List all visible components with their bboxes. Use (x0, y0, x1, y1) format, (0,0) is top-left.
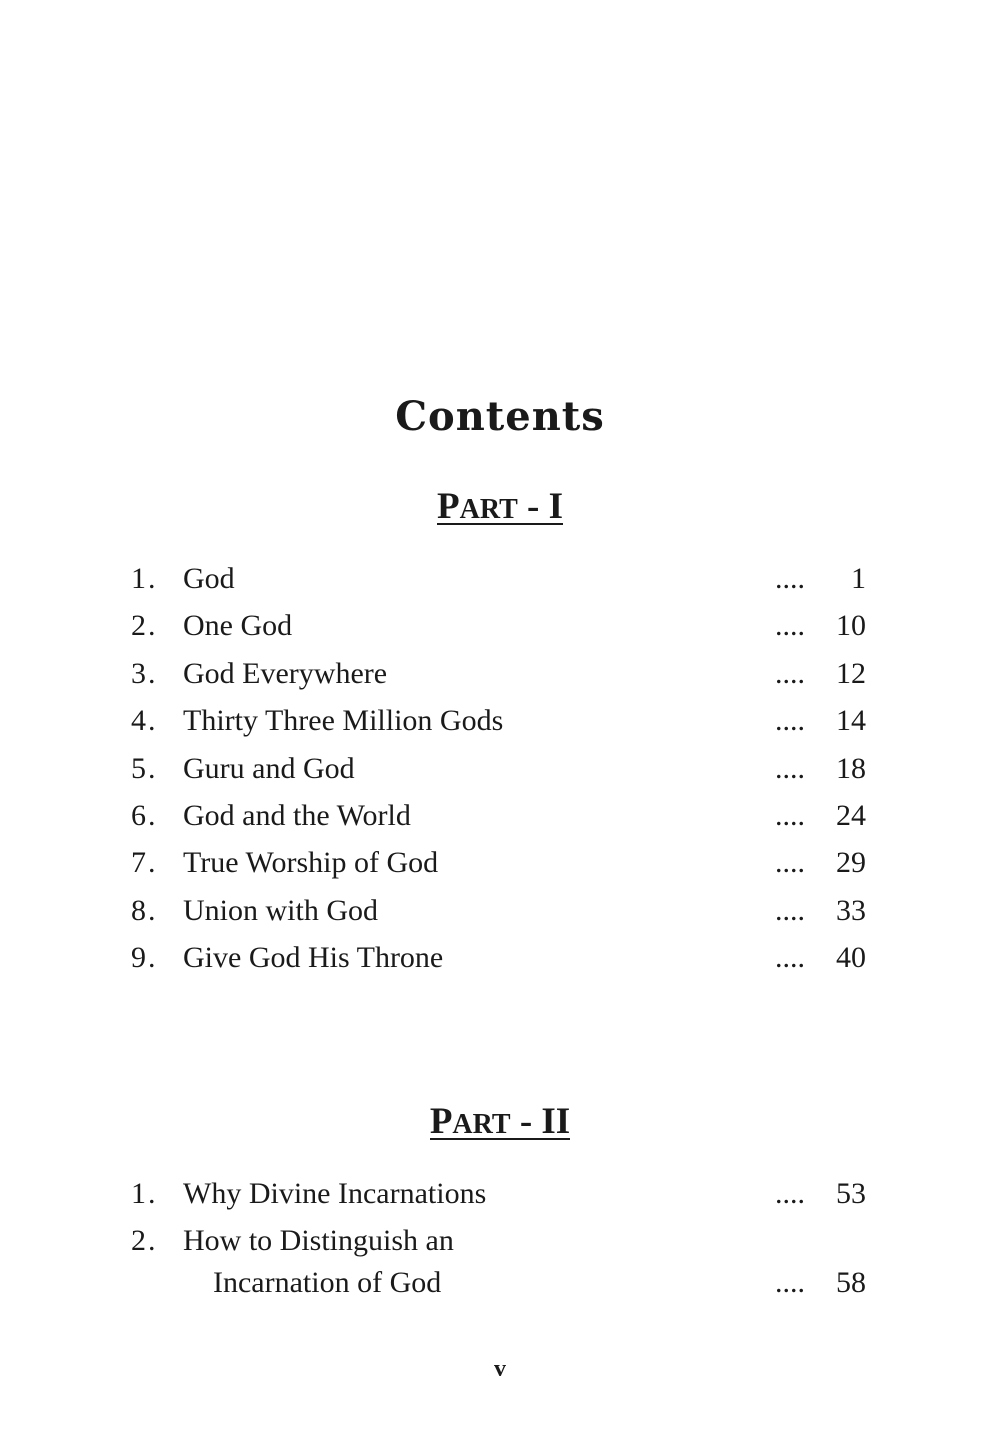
leader-dots: .... (775, 704, 805, 738)
entry-title: God and the World (183, 798, 411, 832)
entry-title: Union with God (183, 893, 378, 927)
entry-page-number: 10 (836, 609, 866, 643)
part-heading-1 (0, 485, 1000, 528)
entry-title: How to Distinguish an (183, 1224, 454, 1258)
entry-page-number: 24 (836, 798, 866, 832)
toc-list-part-2 (0, 1177, 1000, 1314)
toc-list-part-1 (0, 562, 1000, 989)
part-heading-2 (0, 1100, 1000, 1143)
entry-title: God Everywhere (183, 656, 388, 690)
entry-page-number: 40 (836, 941, 866, 975)
entry-number: 6. (131, 798, 158, 832)
entry-number: 2. (131, 609, 158, 643)
toc-entry[interactable] (0, 704, 1000, 751)
entry-title: Guru and God (183, 751, 355, 785)
entry-page-number: 18 (836, 751, 866, 785)
toc-entry[interactable] (0, 1224, 1000, 1314)
leader-dots: .... (775, 941, 805, 975)
leader-dots: .... (775, 1266, 805, 1300)
entry-page-number: 58 (836, 1266, 866, 1300)
entry-number: 5. (131, 751, 158, 785)
leader-dots: .... (775, 609, 805, 643)
toc-entry[interactable] (0, 894, 1000, 941)
entry-page-number: 29 (836, 846, 866, 880)
entry-title: One God (183, 609, 293, 643)
leader-dots: .... (775, 562, 805, 595)
toc-entry[interactable] (0, 799, 1000, 846)
part-heading-initial: P (429, 1101, 453, 1142)
entry-number: 7. (131, 846, 158, 880)
part-heading-smallcaps: ART (452, 1109, 511, 1140)
entry-number: 3. (131, 656, 158, 690)
leader-dots: .... (775, 656, 805, 690)
entry-page-number: 1 (851, 562, 866, 595)
toc-entry[interactable] (0, 657, 1000, 704)
toc-entry[interactable] (0, 562, 1000, 609)
part-heading-smallcaps: ART (459, 494, 518, 525)
part-heading-initial: P (437, 486, 460, 527)
toc-entry[interactable] (0, 609, 1000, 656)
entry-page-number: 12 (836, 656, 866, 690)
leader-dots: .... (775, 751, 805, 785)
entry-page-number: 33 (836, 893, 866, 927)
entry-title-continued: Incarnation of God (213, 1266, 442, 1300)
entry-number: 4. (131, 704, 158, 738)
part-heading-numeral: - I (517, 486, 563, 527)
leader-dots: .... (775, 846, 805, 880)
toc-entry[interactable] (0, 846, 1000, 893)
entry-number: 1. (131, 562, 158, 595)
leader-dots: .... (775, 1177, 805, 1210)
leader-dots: .... (775, 798, 805, 832)
page-folio: v (494, 1356, 506, 1382)
entry-number: 1. (131, 1177, 158, 1210)
entry-number: 8. (131, 893, 158, 927)
entry-title: True Worship of God (183, 846, 439, 880)
entry-title: Give God His Throne (183, 941, 444, 975)
entry-page-number: 53 (836, 1177, 866, 1210)
leader-dots: .... (775, 893, 805, 927)
entry-number: 2. (131, 1224, 158, 1258)
toc-entry[interactable] (0, 941, 1000, 988)
toc-entry[interactable] (0, 1177, 1000, 1224)
entry-number: 9. (131, 941, 158, 975)
entry-title: God (183, 562, 235, 595)
entry-page-number: 14 (836, 704, 866, 738)
entry-title: Why Divine Incarnations (183, 1177, 487, 1210)
part-heading-numeral: - II (510, 1101, 571, 1142)
page-title: Contents (395, 392, 605, 440)
entry-title: Thirty Three Million Gods (183, 704, 504, 738)
toc-entry[interactable] (0, 752, 1000, 799)
